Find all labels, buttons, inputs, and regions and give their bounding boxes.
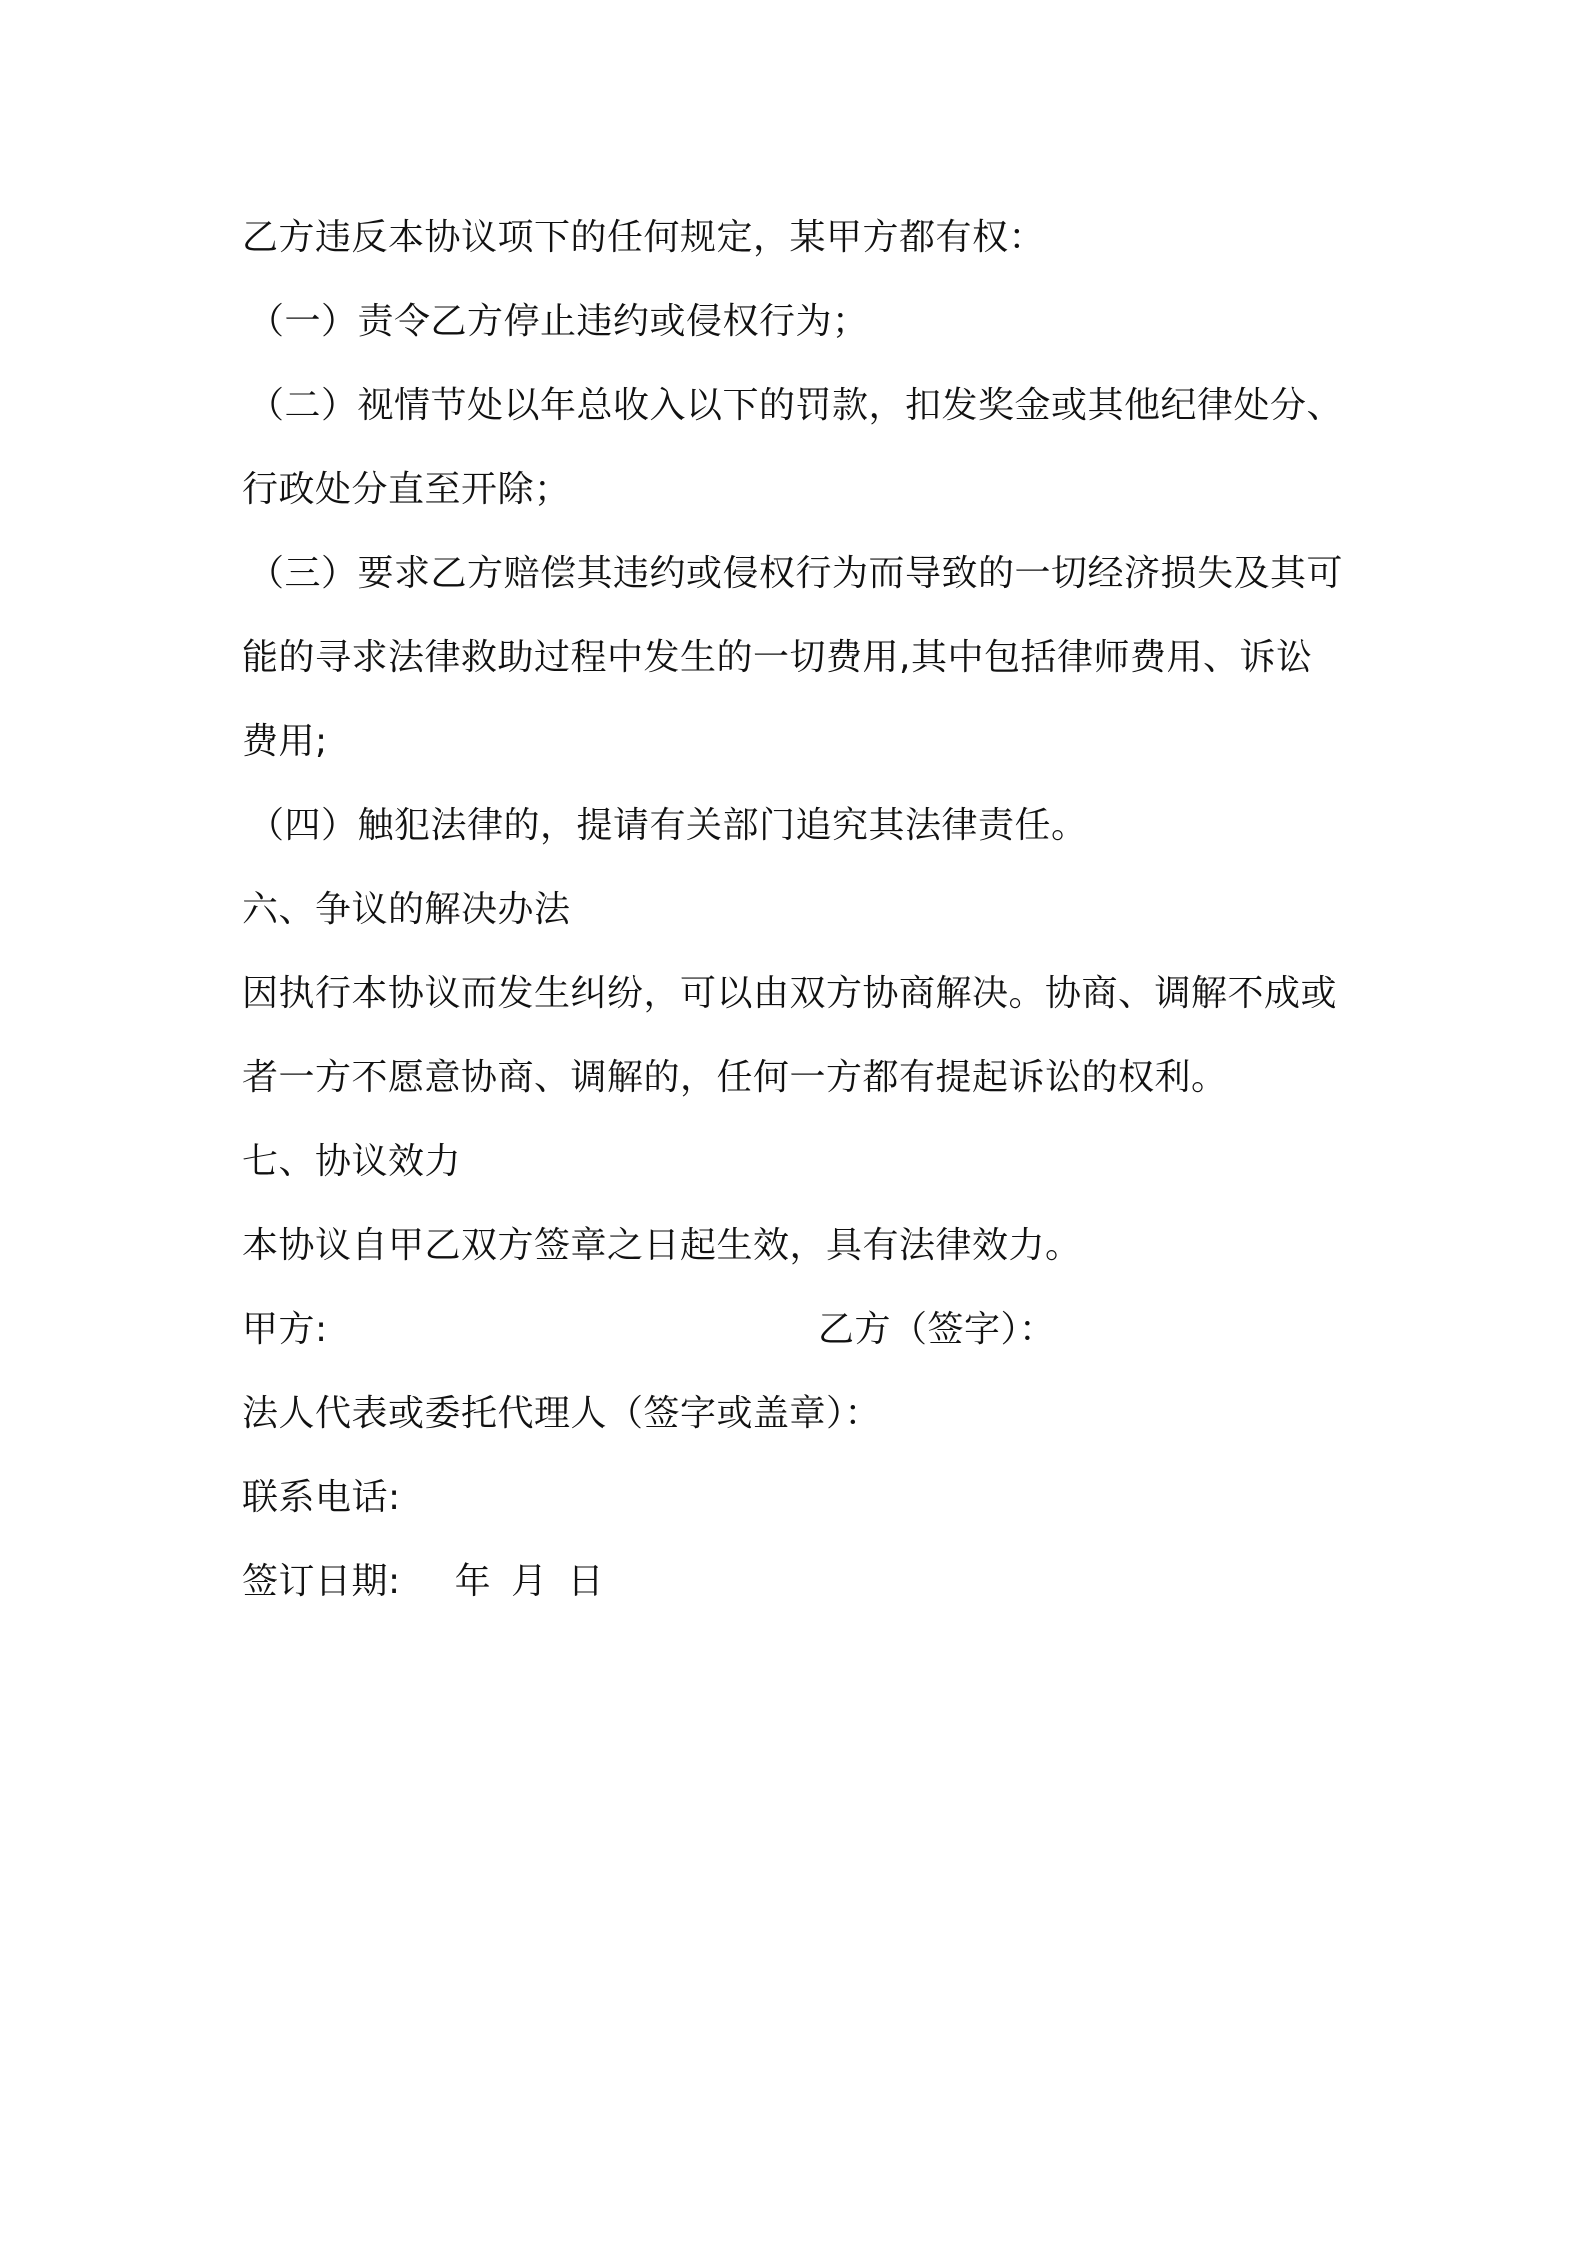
clause-item-2-cont: 行政处分直至开除； bbox=[242, 469, 571, 510]
representative-label: 法人代表或委托代理人（签字或盖章）： bbox=[242, 1393, 882, 1434]
phone-label: 联系电话: bbox=[242, 1477, 401, 1518]
section-heading-dispute: 六、争议的解决办法 bbox=[242, 889, 571, 930]
date-label: 签订日期: bbox=[242, 1561, 401, 1602]
paragraph-effect: 本协议自甲乙双方签章之日起生效，具有法律效力。 bbox=[242, 1225, 1082, 1266]
paragraph-dispute-cont: 者一方不愿意协商、调解的，任何一方都有提起诉讼的权利。 bbox=[242, 1057, 1228, 1098]
signing-date-row bbox=[242, 1540, 1362, 1624]
clause-item-1: （一）责令乙方停止违约或侵权行为； bbox=[248, 301, 869, 342]
clause-item-2: （二）视情节处以年总收入以下的罚款，扣发奖金或其他纪律处分、 bbox=[248, 385, 1344, 426]
clause-item-3-cont: 能的寻求法律救助过程中发生的一切费用,其中包括律师费用、诉讼 bbox=[242, 637, 1313, 678]
document-body bbox=[242, 196, 1362, 1624]
paragraph-dispute: 因执行本协议而发生纠纷，可以由双方协商解决。协商、调解不成或 bbox=[242, 973, 1338, 1014]
date-month-label: 月 bbox=[511, 1561, 548, 1602]
date-day-label: 日 bbox=[567, 1561, 605, 1602]
section-heading-effect: 七、协议效力 bbox=[242, 1141, 462, 1182]
clause-item-3-cont-2: 费用; bbox=[242, 721, 328, 762]
clause-item-4: （四）触犯法律的，提请有关部门追究其法律责任。 bbox=[248, 805, 1088, 846]
signature-parties-row bbox=[242, 1288, 1362, 1372]
party-b-label: 乙方（签字）： bbox=[818, 1309, 1056, 1350]
paragraph-rights-intro: 乙方违反本协议项下的任何规定，某甲方都有权： bbox=[242, 217, 1046, 258]
date-year-label: 年 bbox=[454, 1561, 492, 1602]
party-a-label: 甲方: bbox=[242, 1309, 328, 1350]
clause-item-3: （三）要求乙方赔偿其违约或侵权行为而导致的一切经济损失及其可 bbox=[248, 553, 1344, 594]
